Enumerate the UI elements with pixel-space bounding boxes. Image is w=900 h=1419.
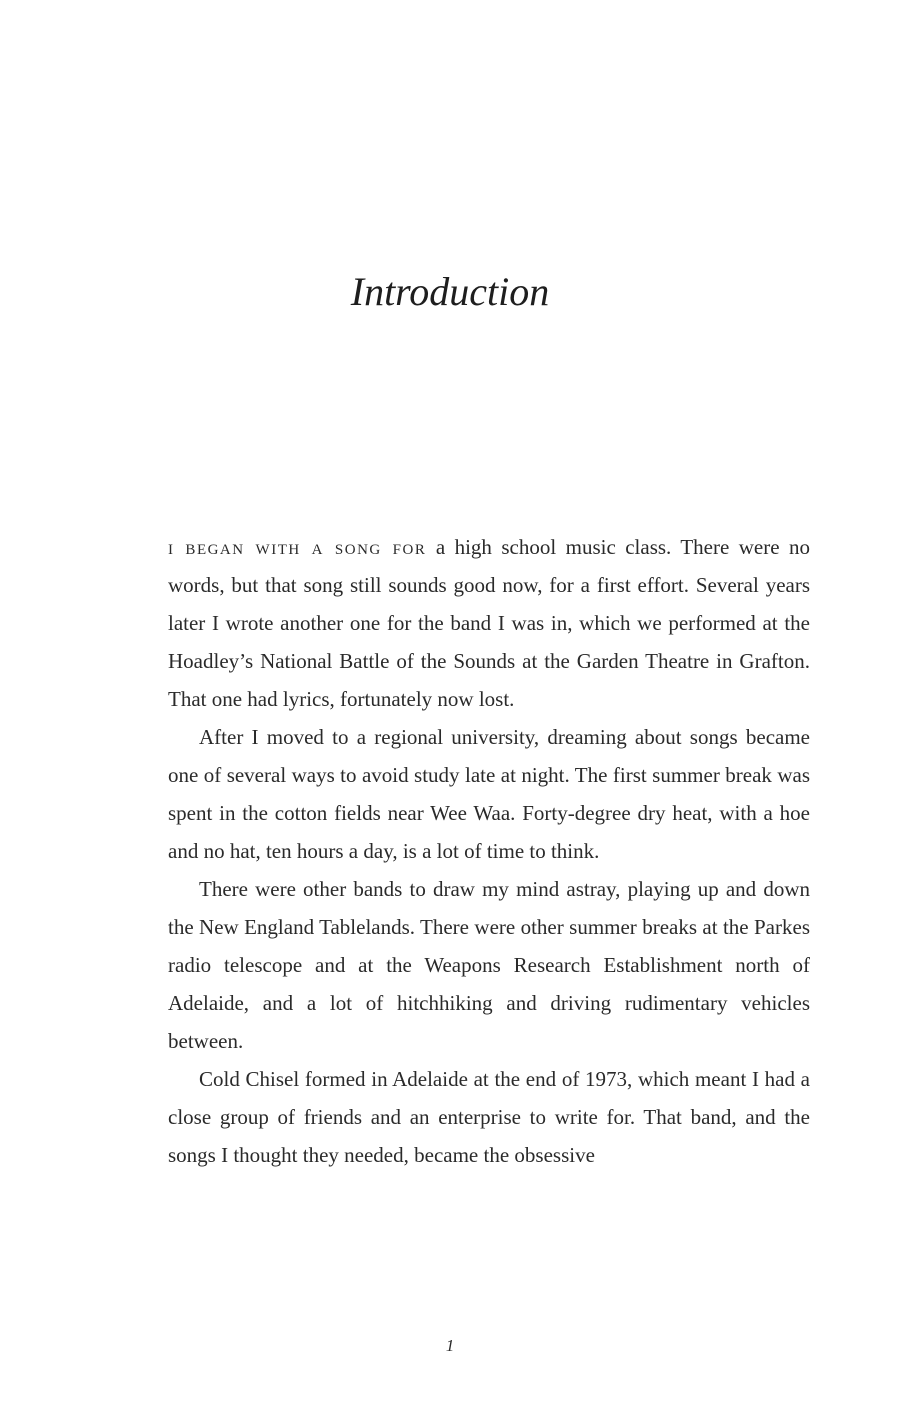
chapter-title: Introduction	[350, 269, 550, 314]
paragraph-1-text: a high school music class. There were no words, but that song still sounds good now, for a first effort. Several years later I wrote another one for the band I was in, which we performed at the Hoadley’s National Battle of the Sounds at the Garden Theatre in Grafton. That one had lyrics, fortunately now lost.	[168, 535, 810, 711]
lead-in-small-caps: i began with a song for	[168, 535, 427, 559]
paragraph-1	[168, 528, 810, 718]
paragraph-2: After I moved to a regional university, dreaming about songs became one of several ways to avoid study late at night. The first summer break was spent in the cotton fields near Wee Waa. Forty-degree dry heat, with a hoe and no hat, ten hours a day, is a lot of time to think.	[168, 725, 810, 863]
page-number: 1	[445, 1336, 455, 1355]
paragraph-4: Cold Chisel formed in Adelaide at the end of 1973, which meant I had a close group of friends and an enterprise to write for. That band, and the songs I thought they needed, became the obsessive	[168, 1067, 810, 1167]
paragraph-3: There were other bands to draw my mind astray, playing up and down the New England Tablelands. There were other summer breaks at the Parkes radio telescope and at the Weapons Research Establishment north of Adelaide, and a lot of hitchhiking and driving rudimentary vehicles between.	[168, 877, 810, 1053]
body-text	[168, 528, 810, 1174]
